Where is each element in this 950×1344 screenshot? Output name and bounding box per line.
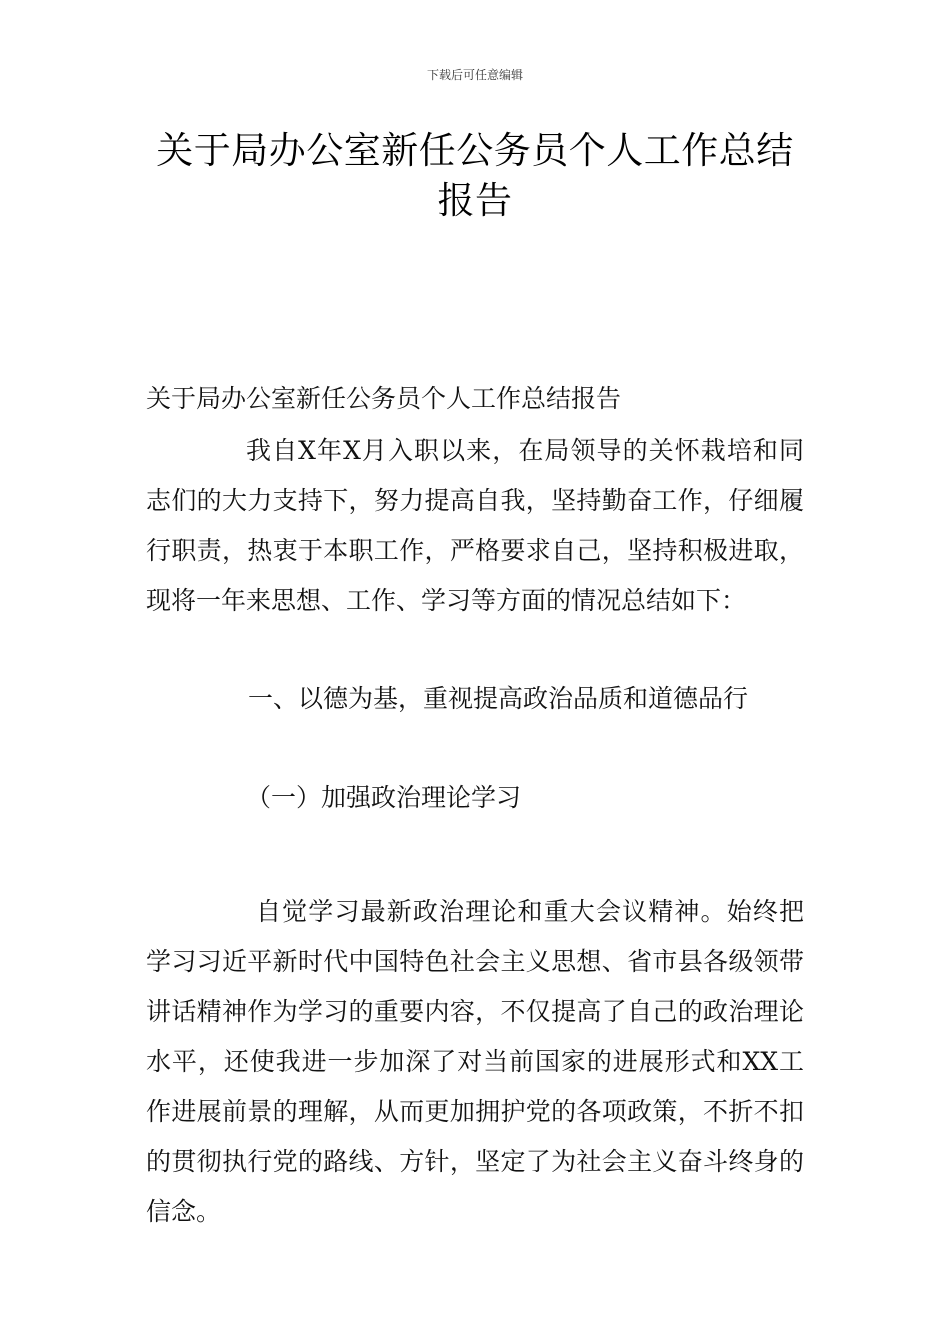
subsection-heading: （一）加强政治理论学习 — [246, 783, 522, 812]
document-subtitle: 关于局办公室新任公务员个人工作总结报告 — [146, 384, 622, 413]
study-paragraph: 自觉学习最新政治理论和重大会议精神。始终把学习习近平新时代中国特色社会主义思想、省市县各级领带讲话精神作为学习的重要内容，不仅提高了自己的政治理论水平，还使我进一步加深了对当前国家的进展形式和XX工作进展前景的理解，从而更加拥护党的各项政策，不折不扣的贯彻执行党的路线、方针，坚定了为社会主义奋斗终身的信念。 — [146, 897, 804, 1226]
intro-paragraph: 我自X年X月入职以来，在局领导的关怀栽培和同志们的大力支持下，努力提高自我，坚持勤奋工作，仔细履行职责，热衷于本职工作，严格要求自己，坚持积极进取，现将一年来思想、工作、学习等方面的情况总结如下： — [146, 436, 804, 615]
header-note: 下载后可任意编辑 — [426, 68, 523, 82]
section-heading: 一、以德为基，重视提高政治品质和道德品行 — [248, 684, 749, 713]
document-title: 关于局办公室新任公务员个人工作总结报告 — [156, 129, 794, 222]
